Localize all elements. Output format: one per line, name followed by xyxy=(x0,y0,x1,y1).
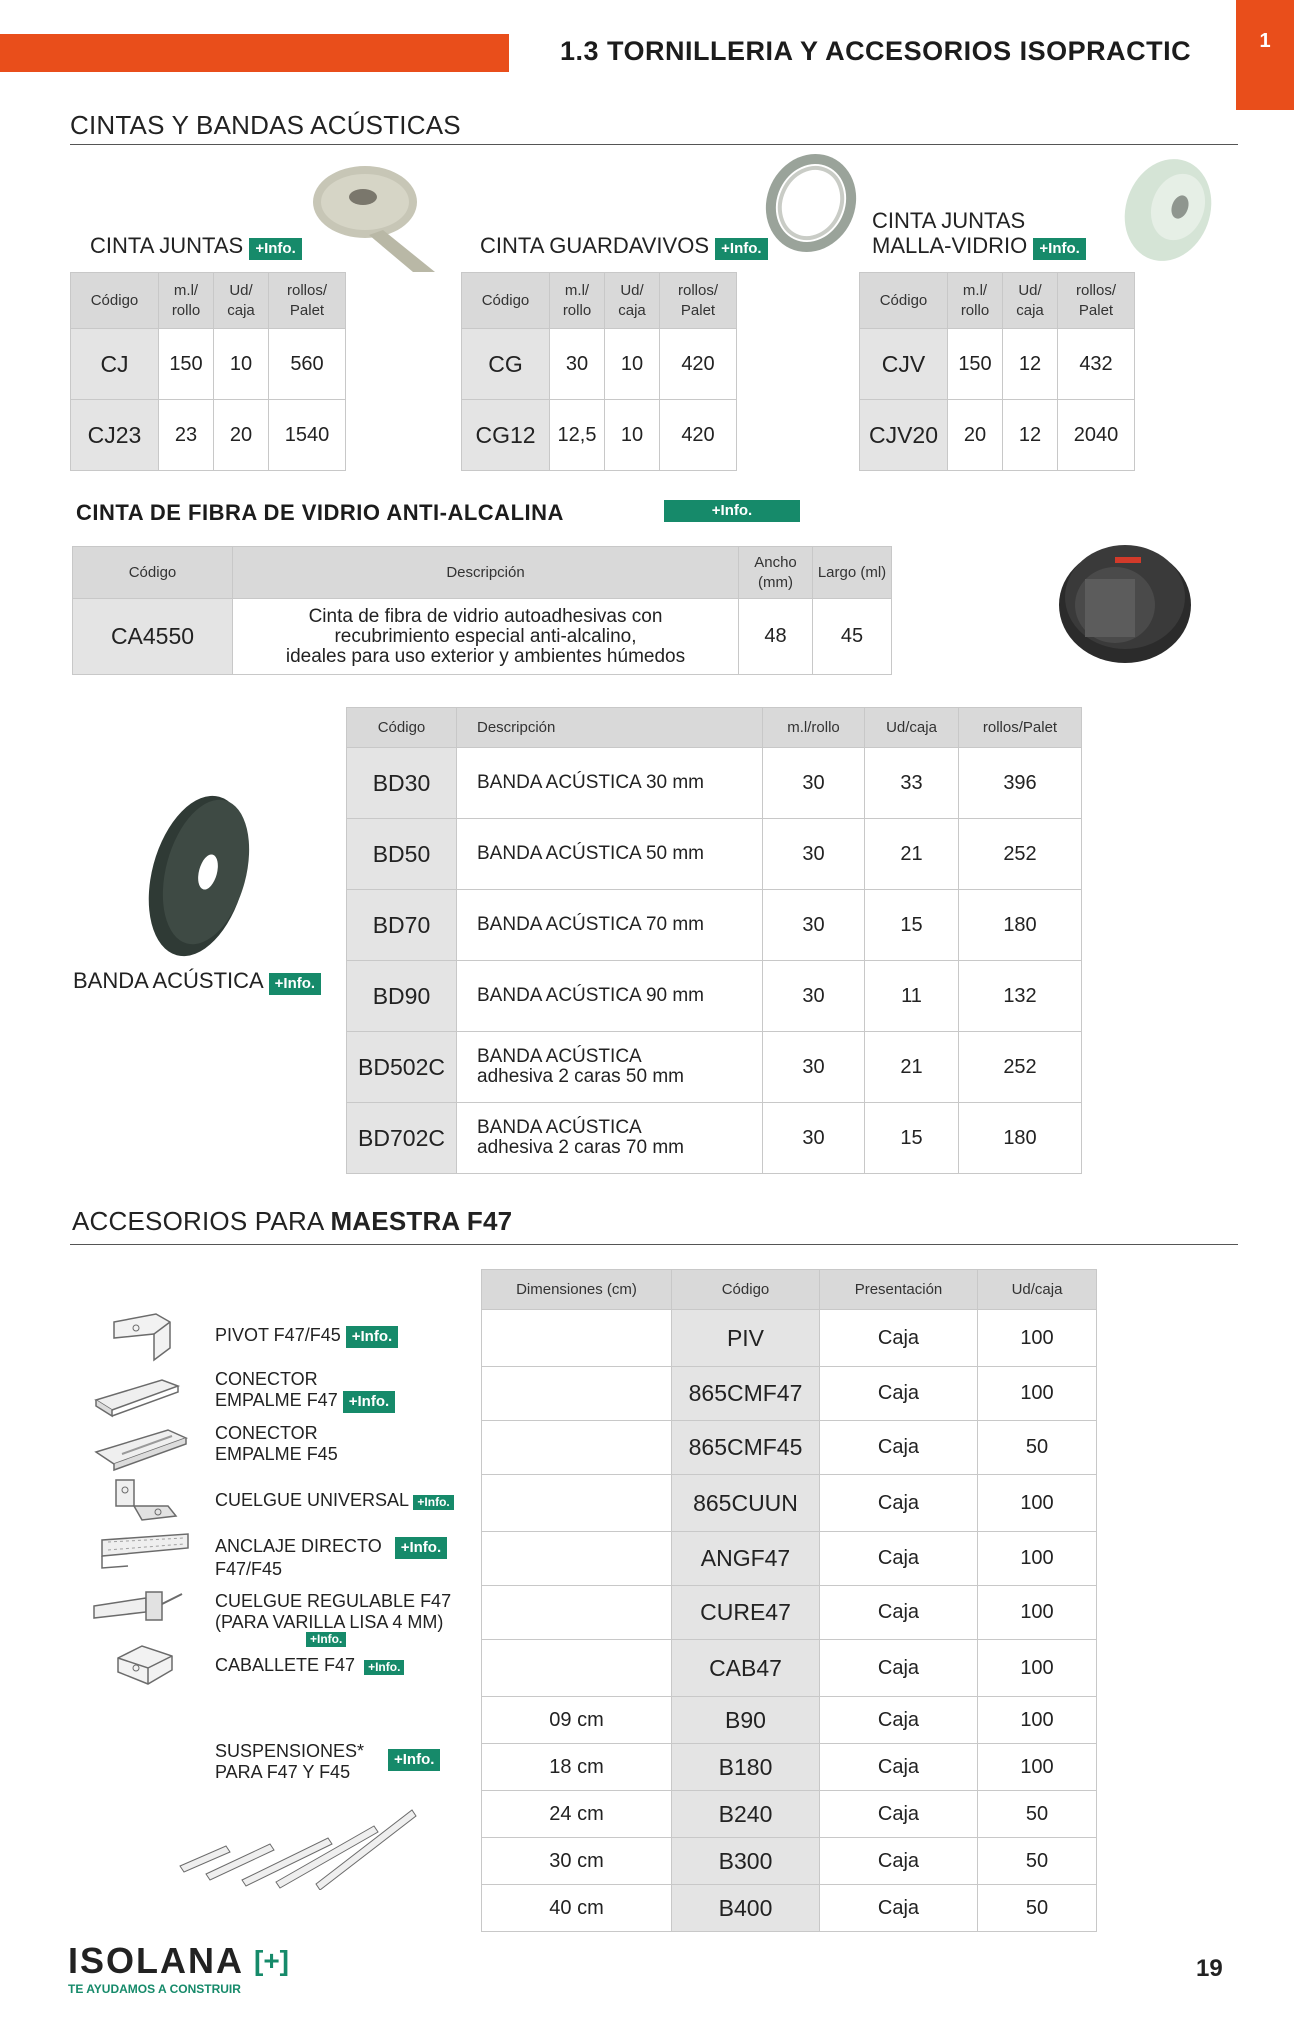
cinta-juntas-roll-image xyxy=(305,160,445,275)
caballete-label xyxy=(215,1655,404,1676)
cinta-malla-info-button[interactable]: +Info. xyxy=(1033,238,1085,260)
conector-f47-name-line1: CONECTOR xyxy=(215,1369,318,1389)
table-cell: 30 cm xyxy=(482,1838,672,1885)
table-cell: Caja xyxy=(820,1791,978,1838)
table-cell: 100 xyxy=(978,1586,1097,1640)
table-header: Ud/ caja xyxy=(1003,273,1058,329)
table-cell: Caja xyxy=(820,1838,978,1885)
table-cell: 100 xyxy=(978,1744,1097,1791)
table-row xyxy=(347,748,1082,819)
page-number: 19 xyxy=(1196,1955,1223,1982)
banda-acustica-roll-image xyxy=(140,788,260,958)
table-cell: 30 xyxy=(763,1103,865,1174)
table-cell: 48 xyxy=(739,599,813,675)
table-cell: Caja xyxy=(820,1885,978,1932)
logo-tagline: TE AYUDAMOS A CONSTRUIR xyxy=(68,1982,241,1996)
cuelgue-universal-icon xyxy=(108,1476,180,1532)
suspensiones-info-button[interactable]: +Info. xyxy=(388,1749,440,1771)
logo-mark: [+] xyxy=(254,1945,289,1976)
cuelgue-universal-info-button[interactable]: +Info. xyxy=(413,1495,453,1510)
banda-acustica-table xyxy=(346,707,1082,1174)
table-cell: 15 xyxy=(865,1103,959,1174)
fibra-info-button[interactable]: +Info. xyxy=(664,500,800,522)
table-cell: 252 xyxy=(959,819,1082,890)
table-cell-code: BD30 xyxy=(347,748,457,819)
suspensiones-name-line2: PARA F47 Y F45 xyxy=(215,1762,351,1782)
anclaje-directo-name-line1: ANCLAJE DIRECTO xyxy=(215,1536,382,1556)
table-cell: 2040 xyxy=(1058,400,1135,471)
caballete-icon xyxy=(112,1638,180,1694)
table-cell: 20 xyxy=(214,400,269,471)
table-cell: 100 xyxy=(978,1310,1097,1367)
section-title-cintas: CINTAS Y BANDAS ACÚSTICAS xyxy=(70,110,461,140)
cinta-guardavivos-name: CINTA GUARDAVIVOS xyxy=(480,233,710,258)
table-cell: 180 xyxy=(959,1103,1082,1174)
caballete-name: CABALLETE F47 xyxy=(215,1655,356,1675)
section-divider xyxy=(70,144,1238,145)
table-cell: 100 xyxy=(978,1640,1097,1697)
table-header: Dimensiones (cm) xyxy=(482,1270,672,1310)
table-header: rollos/Palet xyxy=(959,708,1082,748)
table-header: Ud/ caja xyxy=(214,273,269,329)
cinta-juntas-label xyxy=(90,233,302,260)
table-cell-code: B240 xyxy=(672,1791,820,1838)
table-cell: 396 xyxy=(959,748,1082,819)
section-divider xyxy=(70,1244,1238,1245)
desc-line: BANDA ACÚSTICA 90 mm xyxy=(477,985,705,1006)
table-cell: Caja xyxy=(820,1367,978,1421)
fibra-desc-line: Cinta de fibra de vidrio autoadhesivas con xyxy=(308,605,663,627)
table-header: Código xyxy=(462,273,550,329)
table-cell: 12 xyxy=(1003,400,1058,471)
table-cell xyxy=(482,1586,672,1640)
table-cell: 150 xyxy=(948,329,1003,400)
table-header: Presentación xyxy=(820,1270,978,1310)
table-row xyxy=(347,1032,1082,1103)
table-cell: 180 xyxy=(959,890,1082,961)
table-header: Código xyxy=(860,273,948,329)
cuelgue-regulable-icon xyxy=(90,1586,186,1630)
table-row xyxy=(482,1310,1097,1367)
conector-f47-info-button[interactable]: +Info. xyxy=(343,1391,395,1413)
table-cell: Caja xyxy=(820,1475,978,1532)
conector-f45-label xyxy=(215,1423,338,1465)
table-header: m.l/rollo xyxy=(763,708,865,748)
table-cell: 100 xyxy=(978,1697,1097,1744)
table-cell: 30 xyxy=(763,961,865,1032)
table-row xyxy=(347,961,1082,1032)
table-cell-code: CG12 xyxy=(462,400,550,471)
fibra-table xyxy=(72,546,892,675)
table-cell: 12 xyxy=(1003,329,1058,400)
banda-acustica-info-button[interactable]: +Info. xyxy=(269,973,321,995)
table-cell-code: B300 xyxy=(672,1838,820,1885)
table-cell: 420 xyxy=(660,329,737,400)
table-cell: 10 xyxy=(214,329,269,400)
table-cell: 100 xyxy=(978,1475,1097,1532)
section-title-bold: MAESTRA F47 xyxy=(330,1206,513,1236)
accesorios-table xyxy=(481,1269,1097,1932)
table-header: rollos/ Palet xyxy=(269,273,346,329)
fibra-desc-line: recubrimiento especial anti-alcalino, xyxy=(334,625,637,647)
table-header: rollos/ Palet xyxy=(660,273,737,329)
table-cell-code: CJ23 xyxy=(71,400,159,471)
table-cell xyxy=(482,1640,672,1697)
table-cell: 432 xyxy=(1058,329,1135,400)
table-cell-code: CA4550 xyxy=(73,599,233,675)
cuelgue-universal-name: CUELGUE UNIVERSAL xyxy=(215,1490,409,1510)
table-cell-description xyxy=(457,1103,763,1174)
table-cell: 24 cm xyxy=(482,1791,672,1838)
table-cell: 10 xyxy=(605,400,660,471)
table-cell: 20 xyxy=(948,400,1003,471)
table-cell-description xyxy=(457,819,763,890)
table-cell-code: 865CUUN xyxy=(672,1475,820,1532)
table-row xyxy=(347,890,1082,961)
cinta-guardavivos-info-button[interactable]: +Info. xyxy=(715,238,767,260)
suspensiones-label xyxy=(215,1741,364,1783)
table-row xyxy=(482,1640,1097,1697)
section-title-prefix: ACCESORIOS PARA xyxy=(72,1206,331,1236)
cinta-guardavivos-roll-image xyxy=(755,148,865,258)
table-cell-code: 865CMF47 xyxy=(672,1367,820,1421)
table-cell-code: PIV xyxy=(672,1310,820,1367)
table-cell-code: BD502C xyxy=(347,1032,457,1103)
table-cell: 1540 xyxy=(269,400,346,471)
table-cell: Caja xyxy=(820,1421,978,1475)
table-cell-code: CJV20 xyxy=(860,400,948,471)
table-cell: 50 xyxy=(978,1791,1097,1838)
table-cell: 23 xyxy=(159,400,214,471)
table-header: Código xyxy=(71,273,159,329)
table-cell-code: 865CMF45 xyxy=(672,1421,820,1475)
table-cell: 30 xyxy=(763,748,865,819)
table-cell: 50 xyxy=(978,1838,1097,1885)
table-row xyxy=(482,1421,1097,1475)
table-cell: 21 xyxy=(865,1032,959,1103)
table-header: Ud/ caja xyxy=(605,273,660,329)
table-header: Código xyxy=(672,1270,820,1310)
table-header: Ud/caja xyxy=(978,1270,1097,1310)
table-cell: 50 xyxy=(978,1421,1097,1475)
banda-acustica-name: BANDA ACÚSTICA xyxy=(73,968,263,993)
table-cell: 21 xyxy=(865,819,959,890)
desc-line: BANDA ACÚSTICA 30 mm xyxy=(477,772,705,793)
section-title-accesorios xyxy=(72,1206,512,1237)
anclaje-directo-name-line2: F47/F45 xyxy=(215,1559,283,1579)
cinta-guardavivos-table xyxy=(461,272,737,471)
desc-line: adhesiva 2 caras 50 mm xyxy=(477,1066,684,1087)
table-cell: 15 xyxy=(865,890,959,961)
cuelgue-regulable-info-button[interactable]: +Info. xyxy=(306,1632,346,1647)
table-cell-description xyxy=(457,748,763,819)
table-cell: 30 xyxy=(550,329,605,400)
table-cell: 30 xyxy=(763,1032,865,1103)
table-cell xyxy=(482,1421,672,1475)
conector-f45-icon xyxy=(92,1424,192,1472)
caballete-info-button[interactable]: +Info. xyxy=(364,1660,404,1675)
table-header: Descripción xyxy=(457,708,763,748)
table-header: Ud/caja xyxy=(865,708,959,748)
fibra-desc-line: ideales para uso exterior y ambientes húmedos xyxy=(285,645,686,667)
table-cell-code: BD90 xyxy=(347,961,457,1032)
cinta-malla-roll-image xyxy=(1118,155,1218,265)
table-header: Código xyxy=(347,708,457,748)
table-row xyxy=(482,1838,1097,1885)
table-cell: Caja xyxy=(820,1532,978,1586)
table-row xyxy=(482,1475,1097,1532)
cinta-malla-name-line2: MALLA-VIDRIO xyxy=(872,233,1028,258)
table-cell: Caja xyxy=(820,1697,978,1744)
table-header: m.l/ rollo xyxy=(159,273,214,329)
fibra-title: CINTA DE FIBRA DE VIDRIO ANTI-ALCALINA xyxy=(76,500,564,525)
table-cell-code: CAB47 xyxy=(672,1640,820,1697)
conector-f45-name-line2: EMPALME F45 xyxy=(215,1444,338,1464)
footer-logo xyxy=(68,1940,289,1996)
suspensiones-name-line1: SUSPENSIONES* xyxy=(215,1741,365,1761)
fibra-description xyxy=(233,599,739,675)
table-cell-code: CG xyxy=(462,329,550,400)
conector-f47-icon xyxy=(92,1372,182,1418)
table-header: Ancho (mm) xyxy=(739,547,813,599)
table-cell: Caja xyxy=(820,1586,978,1640)
table-cell: 132 xyxy=(959,961,1082,1032)
table-cell xyxy=(482,1532,672,1586)
cinta-malla-name-line1: CINTA JUNTAS xyxy=(872,208,1026,233)
header-title: 1.3 TORNILLERIA Y ACCESORIOS ISOPRACTIC xyxy=(560,36,1192,66)
table-cell-code: BD70 xyxy=(347,890,457,961)
suspensiones-icon xyxy=(176,1800,418,1890)
table-cell: 33 xyxy=(865,748,959,819)
anclaje-directo-label xyxy=(215,1536,447,1580)
table-header: Código xyxy=(73,547,233,599)
cinta-juntas-info-button[interactable]: +Info. xyxy=(249,238,301,260)
table-cell-description xyxy=(457,890,763,961)
table-cell-code: BD702C xyxy=(347,1103,457,1174)
anclaje-directo-info-button[interactable]: +Info. xyxy=(395,1537,447,1559)
table-cell: 40 cm xyxy=(482,1885,672,1932)
table-cell-code: B400 xyxy=(672,1885,820,1932)
cinta-malla-label xyxy=(872,208,1086,260)
cinta-malla-table xyxy=(859,272,1135,471)
table-cell: 50 xyxy=(978,1885,1097,1932)
table-cell: Caja xyxy=(820,1640,978,1697)
cinta-juntas-name: CINTA JUNTAS xyxy=(90,233,244,258)
table-cell-code: BD50 xyxy=(347,819,457,890)
cuelgue-universal-label xyxy=(215,1490,454,1511)
table-cell: 150 xyxy=(159,329,214,400)
cinta-guardavivos-label xyxy=(480,233,768,260)
chapter-tab: 1 xyxy=(1236,0,1294,110)
table-cell: 252 xyxy=(959,1032,1082,1103)
logo-wordmark: ISOLANA xyxy=(68,1940,244,1981)
table-row xyxy=(482,1791,1097,1838)
table-cell: 30 xyxy=(763,890,865,961)
table-cell xyxy=(482,1367,672,1421)
table-cell: 10 xyxy=(605,329,660,400)
table-cell-description xyxy=(457,961,763,1032)
conector-f45-name-line1: CONECTOR xyxy=(215,1423,318,1443)
pivot-icon xyxy=(108,1308,176,1364)
table-row xyxy=(482,1532,1097,1586)
table-cell: 09 cm xyxy=(482,1697,672,1744)
pivot-name: PIVOT F47/F45 xyxy=(215,1325,341,1345)
table-row xyxy=(482,1586,1097,1640)
table-cell: 420 xyxy=(660,400,737,471)
table-header: Descripción xyxy=(233,547,739,599)
desc-line: adhesiva 2 caras 70 mm xyxy=(477,1137,684,1158)
table-row xyxy=(482,1744,1097,1791)
desc-line: BANDA ACÚSTICA 70 mm xyxy=(477,914,705,935)
conector-f47-name-line2: EMPALME F47 xyxy=(215,1390,338,1410)
table-header: Largo (ml) xyxy=(813,547,892,599)
table-cell-code: ANGF47 xyxy=(672,1532,820,1586)
table-cell-code: CURE47 xyxy=(672,1586,820,1640)
table-header: rollos/ Palet xyxy=(1058,273,1135,329)
table-cell-code: B90 xyxy=(672,1697,820,1744)
table-cell-code: CJ xyxy=(71,329,159,400)
header-accent-bar xyxy=(0,34,509,72)
anclaje-directo-icon xyxy=(98,1530,194,1574)
table-cell: 100 xyxy=(978,1532,1097,1586)
cinta-juntas-table xyxy=(70,272,346,471)
table-cell: 18 cm xyxy=(482,1744,672,1791)
table-row xyxy=(347,819,1082,890)
table-cell-code: CJV xyxy=(860,329,948,400)
conector-f47-label xyxy=(215,1369,395,1413)
table-cell-description xyxy=(457,1032,763,1103)
table-row xyxy=(482,1697,1097,1744)
desc-line: BANDA ACÚSTICA 50 mm xyxy=(477,843,705,864)
table-cell xyxy=(482,1310,672,1367)
pivot-info-button[interactable]: +Info. xyxy=(346,1326,398,1348)
banda-acustica-label xyxy=(73,968,321,995)
desc-line: BANDA ACÚSTICA xyxy=(477,1117,642,1138)
table-header: m.l/ rollo xyxy=(550,273,605,329)
cuelgue-regulable-name-line2: (PARA VARILLA LISA 4 MM) xyxy=(215,1612,444,1632)
table-cell: 45 xyxy=(813,599,892,675)
table-cell: 12,5 xyxy=(550,400,605,471)
table-cell: Caja xyxy=(820,1744,978,1791)
fibra-roll-image xyxy=(1055,535,1195,665)
table-row xyxy=(347,1103,1082,1174)
table-cell-code: B180 xyxy=(672,1744,820,1791)
cuelgue-regulable-name-line1: CUELGUE REGULABLE F47 xyxy=(215,1591,452,1611)
table-cell: Caja xyxy=(820,1310,978,1367)
table-cell: 560 xyxy=(269,329,346,400)
table-header: m.l/ rollo xyxy=(948,273,1003,329)
pivot-label xyxy=(215,1325,398,1348)
table-cell: 11 xyxy=(865,961,959,1032)
table-row xyxy=(482,1367,1097,1421)
table-cell: 100 xyxy=(978,1367,1097,1421)
table-row xyxy=(482,1885,1097,1932)
desc-line: BANDA ACÚSTICA xyxy=(477,1046,642,1067)
cuelgue-regulable-label xyxy=(215,1591,451,1633)
table-cell: 30 xyxy=(763,819,865,890)
table-cell xyxy=(482,1475,672,1532)
